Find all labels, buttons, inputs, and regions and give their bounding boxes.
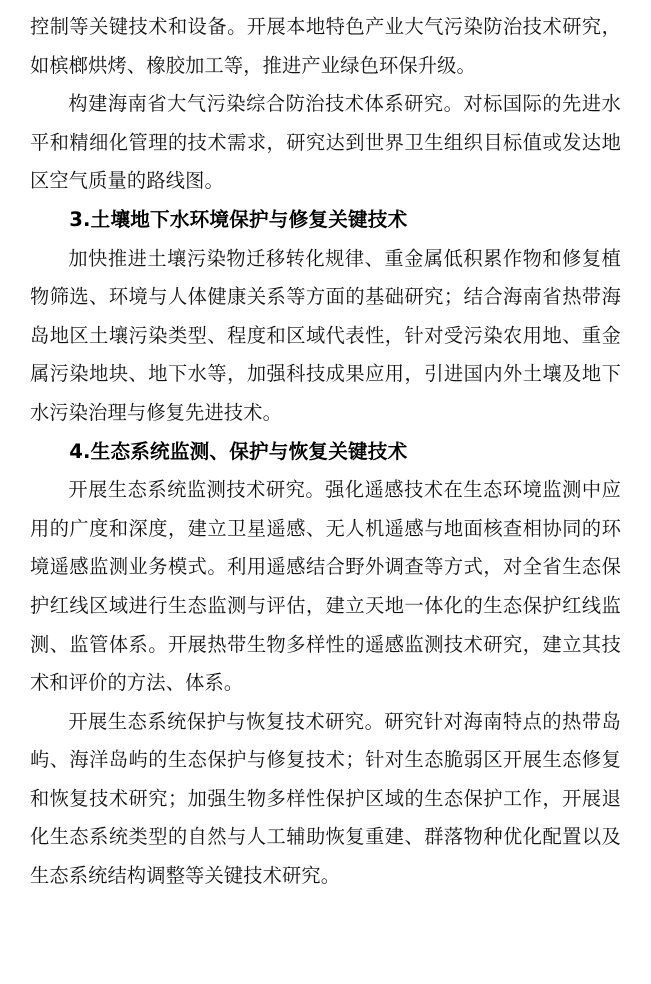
section-heading-4: 4.生态系统监测、保护与恢复关键技术 <box>69 439 408 463</box>
paragraph-soil-groundwater: 加快推进土壤污染物迁移转化规律、重金属低积累作物和修复植物筛选、环境与人体健康关系等方面的基础研究；结合海南省热带海岛地区土壤污染类型、程度和区域代表性，针对受污染农用地、重金属污染地块、地下水等，加强科技成果应用，引进国内外土壤及地下水污染治理与修复先进技术。 <box>30 246 621 424</box>
paragraph-continuation: 控制等关键技术和设备。开展本地特色产业大气污染防治技术研究，如槟榔烘烤、橡胶加工等，推进产业绿色环保升级。 <box>30 15 621 77</box>
section-heading-3: 3.土壤地下水环境保护与修复关键技术 <box>69 207 408 231</box>
paragraph-ecosystem-monitoring: 开展生态系统监测技术研究。强化遥感技术在生态环境监测中应用的广度和深度，建立卫星遥感、无人机遥感与地面核查相协同的环境遥感监测业务模式。利用遥感结合野外调查等方式，对全省生态保护红线区域进行生态监测与评估，建立天地一体化的生态保护红线监测、监管体系。开展热带生物多样性的遥感监测技术研究，建立其技术和评价的方法、体系。 <box>30 478 621 695</box>
paragraph-air-pollution-system: 构建海南省大气污染综合防治技术体系研究。对标国际的先进水平和精细化管理的技术需求，研究达到世界卫生组织目标值或发达地区空气质量的路线图。 <box>30 92 621 193</box>
paragraph-ecosystem-restoration: 开展生态系统保护与恢复技术研究。研究针对海南特点的热带岛屿、海洋岛屿的生态保护与修复技术；针对生态脆弱区开展生态修复和恢复技术研究；加强生物多样性保护区域的生态保护工作，开展退化生态系统类型的自然与人工辅助恢复重建、群落物种优化配置以及生态系统结构调整等关键技术研究。 <box>30 709 621 888</box>
